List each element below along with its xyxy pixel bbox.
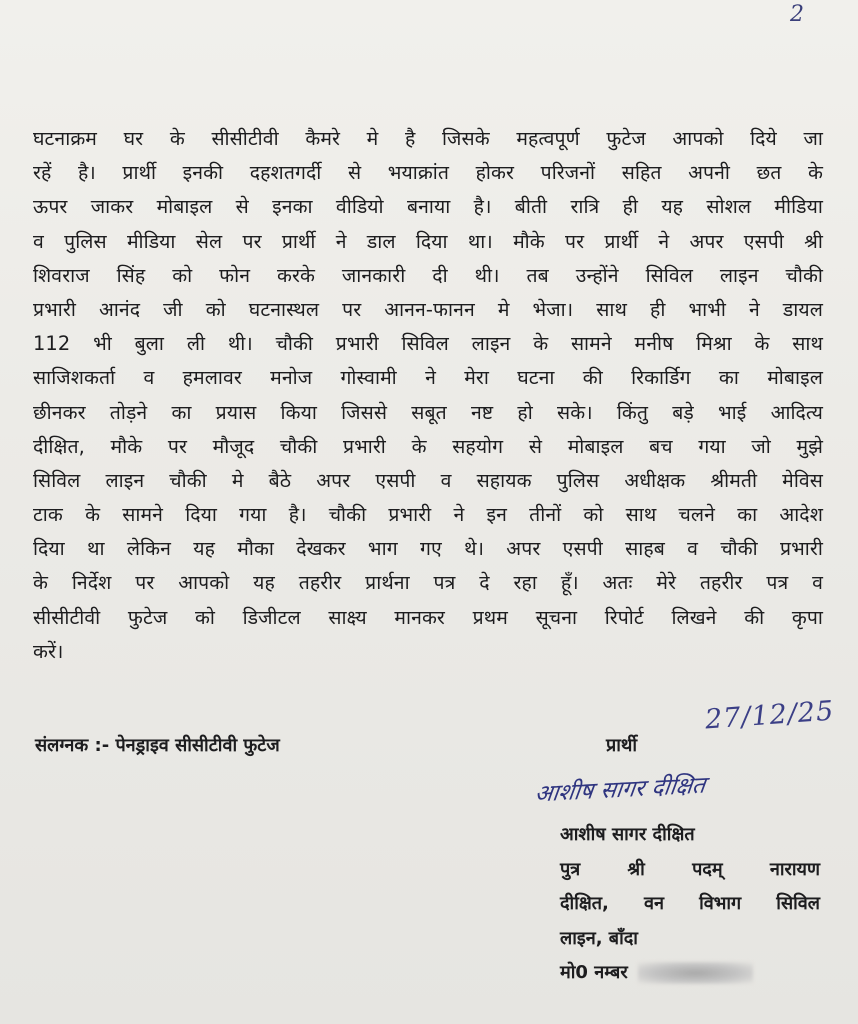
body-line: घटनाक्रम घर के सीसीटीवी कैमरे मे है जिसके महत्वपूर्ण फुटेज आपको दिये जा [33, 127, 823, 150]
body-line: करें। [33, 639, 64, 663]
body-line: 112 भी बुला ली थी। चौकी प्रभारी सिविल लाइन के सामने मनीष मिश्रा के साथ [33, 332, 823, 356]
body-line: रहें है। प्रार्थी इनकी दहशतगर्दी से भयाक्रांत होकर परिजनों सहित अपनी छत के [33, 161, 823, 185]
address-line: लाइन, बाँदा [560, 927, 638, 949]
body-line: सिविल लाइन चौकी मे बैठे अपर एसपी व सहायक पुलिस अधीक्षक श्रीमती मेविस [33, 468, 823, 492]
body-line: टाक के सामने दिया गया है। चौकी प्रभारी ने इन तीनों को साथ चलने का आदेश [33, 503, 823, 527]
handwritten-date: 27/12/25 [704, 695, 836, 736]
address-line-phone [560, 956, 820, 991]
applicant-label: प्रार्थी [606, 735, 638, 756]
letter-body [33, 122, 823, 669]
body-line: दीक्षित, मौके पर मौजूद चौकी प्रभारी के सहयोग से मोबाइल बच गया जो मुझे [33, 434, 823, 458]
signature [535, 766, 765, 812]
body-line: ऊपर जाकर मोबाइल से इनका वीडियो बनाया है। बीती रात्रि ही यह सोशल मीडिया [33, 195, 823, 219]
body-line: प्रभारी आनंद जी को घटनास्थल पर आनन-फानन मे भेजा। साथ ही भाभी ने डायल [33, 297, 823, 321]
body-line: के निर्देश पर आपको यह तहरीर प्रार्थना पत्र दे रहा हूँ। अतः मेरे तहरीर पत्र व [33, 571, 823, 595]
phone-label: मो0 नम्बर [560, 962, 628, 984]
address-line: दीक्षित, वन विभाग सिविल [560, 893, 820, 915]
address-line: आशीष सागर दीक्षित [560, 824, 695, 845]
body-line: व पुलिस मीडिया सेल पर प्रार्थी ने डाल दिया था। मौके पर प्रार्थी ने अपर एसपी श्री [33, 229, 823, 253]
address-line: पुत्र श्री पदम् नारायण [560, 858, 820, 880]
body-line: साजिशकर्ता व हमलावर मनोज गोस्वामी ने मेरा घटना की रिकार्डिग का मोबाइल [33, 366, 823, 390]
page-number: 2 [790, 2, 804, 27]
signature-text: आशीष सागर दीक्षित [533, 772, 707, 808]
sender-address [560, 818, 820, 991]
body-line: सीसीटीवी फुटेज को डिजीटल साक्ष्य मानकर प्रथम सूचना रिपोर्ट लिखने की कृपा [33, 605, 823, 629]
body-line: दिया था लेकिन यह मौका देखकर भाग गए थे। अपर एसपी साहब व चौकी प्रभारी [33, 537, 823, 561]
redacted-phone-number [638, 962, 753, 984]
body-line: छीनकर तोड़ने का प्रयास किया जिससे सबूत नष्ट हो सके। किंतु बड़े भाई आदित्य [33, 400, 823, 424]
body-line: शिवराज सिंह को फोन करके जानकारी दी थी। तब उन्होंने सिविल लाइन चौकी [33, 263, 823, 287]
enclosure-note: संलग्नक :- पेनड्राइव सीसीटीवी फुटेज [35, 735, 280, 756]
